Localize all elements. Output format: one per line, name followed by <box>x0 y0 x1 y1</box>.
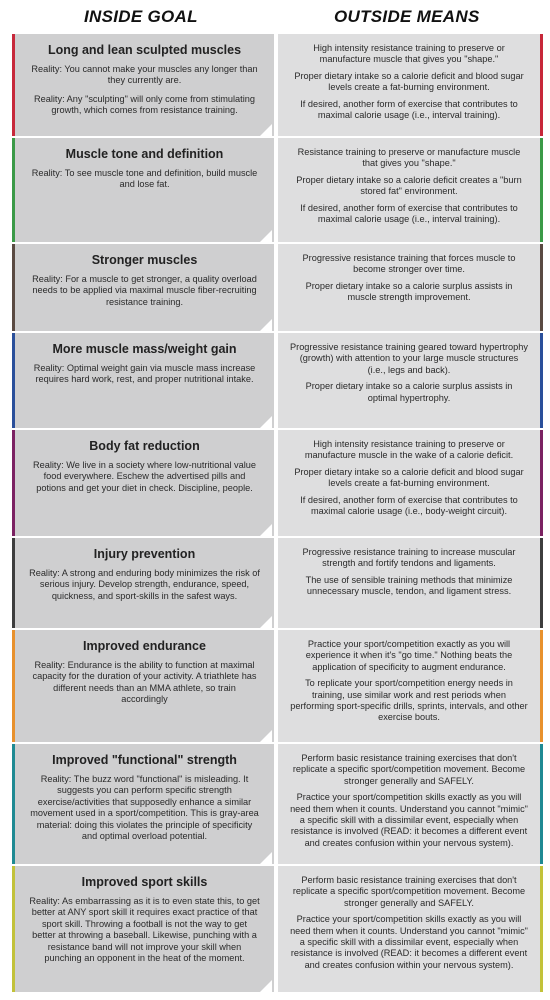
outside-means-cell <box>278 866 540 994</box>
goal-row <box>0 630 550 744</box>
means-list <box>278 138 540 225</box>
inside-goal-cell <box>15 744 274 866</box>
means-text: If desired, another form of exercise that contributes to maximal calorie usage (i.e., body-weight circuit). <box>300 494 518 517</box>
means-text: If desired, another form of exercise that contributes to maximal calorie usage (i.e., interval training). <box>300 202 518 225</box>
goal-row <box>0 866 550 994</box>
means-text: Practice your sport/competition skills exactly as you will need them when it counts. Understand you cannot "mimic" a specific skill with a dissimilar event, especially when resistance is involved (READ: it becomes a different event and creates confusion within your nervous system). <box>290 914 528 970</box>
corner-fold <box>260 124 272 136</box>
row-accent-right <box>540 630 543 744</box>
corner-fold <box>260 730 272 742</box>
inside-goal-cell <box>15 538 274 630</box>
means-text: Perform basic resistance training exercises that don't replicate a specific sport/competition movement. Become stronger generally and SAFELY. <box>292 753 526 786</box>
goal-title: Muscle tone and definition <box>65 147 224 161</box>
goal-row <box>0 138 550 244</box>
outside-means-cell <box>278 538 540 630</box>
row-accent-right <box>540 34 543 138</box>
reality-text: Reality: As embarrassing as it is to even state this, to get better at ANY sport skill it requires exact practice of that sport skill. Throwing a football is not the way to get better at throwing a baseball. Likewise, punching with a resistance band will not improve your skill when punching an opponent in the heat of the moment. <box>29 896 260 964</box>
outside-means-cell <box>278 138 540 244</box>
inside-goal-cell <box>15 244 274 333</box>
means-text: Progressive resistance training that forces muscle to become stronger over time. <box>302 253 516 275</box>
outside-means-cell <box>278 744 540 866</box>
corner-fold <box>260 319 272 331</box>
means-text: Proper dietary intake so a calorie deficit creates a "burn stored fat" environment. <box>296 174 522 197</box>
reality-text: Reality: A strong and enduring body minimizes the risk of serious injury. Develop strength, endurance, speed, quickness, and sport-skills in the safest ways. <box>29 568 260 601</box>
means-text: Proper dietary intake so a calorie surplus assists in muscle strength improvement. <box>305 280 513 303</box>
outside-means-cell <box>278 630 540 744</box>
outside-means-cell <box>278 34 540 138</box>
reality-text: Reality: We live in a society where low-nutritional value food everywhere. Eschew the advertised pills and potions and get your diet in check. Discipline, people. <box>33 460 256 493</box>
outside-means-cell <box>278 430 540 538</box>
reality-text: Reality: For a muscle to get stronger, a quality overload needs to be applied via maximal muscle fiber-recruiting resistance training. <box>32 274 257 307</box>
means-list <box>278 34 540 121</box>
row-accent-right <box>540 744 543 866</box>
means-text: Proper dietary intake so a calorie surplus assists in optimal hypertrophy. <box>305 381 513 403</box>
goal-reality <box>15 460 274 494</box>
means-list <box>278 333 540 404</box>
goal-title: Body fat reduction <box>89 439 200 453</box>
outside-means-header: OUTSIDE MEANS <box>334 7 480 26</box>
goal-reality <box>15 896 274 964</box>
goal-title: Improved "functional" strength <box>52 753 237 767</box>
goal-row <box>0 430 550 538</box>
means-list <box>278 744 540 849</box>
row-accent-right <box>540 538 543 630</box>
row-accent-right <box>540 430 543 538</box>
row-separator <box>12 992 543 994</box>
means-list <box>278 244 540 304</box>
means-text: Proper dietary intake so a calorie deficit and blood sugar levels create a fat-burning environment. <box>294 466 524 489</box>
outside-means-cell <box>278 244 540 333</box>
reality-text: Reality: Any "sculpting" will only come from stimulating growth, which comes from resistance training. <box>34 93 255 116</box>
means-text: The use of sensible training methods that minimize unnecessary muscle, tendon, and ligament stress. <box>305 574 513 597</box>
reality-text: Reality: Optimal weight gain via muscle mass increase requires hard work, rest, and proper nutritional intake. <box>33 363 256 385</box>
goal-reality <box>15 64 274 117</box>
reality-text: Reality: To see muscle tone and definition, build muscle and lose fat. <box>31 168 258 190</box>
row-accent-right <box>540 333 543 430</box>
corner-fold <box>260 524 272 536</box>
goal-row <box>0 538 550 630</box>
means-text: High intensity resistance training to preserve or manufacture muscle that gives you "shape." <box>313 43 505 65</box>
inside-goal-cell <box>15 34 274 138</box>
corner-fold <box>260 980 272 992</box>
means-text: Practice your sport/competition skills exactly as you will need them when it counts. Understand you cannot "mimic" a specific skill with a dissimilar event, especially when resistance is involved (READ: it becomes a different event and creates confusion within your nervous system). <box>290 792 528 848</box>
outside-means-cell <box>278 333 540 430</box>
goal-reality <box>15 274 274 308</box>
goal-reality <box>15 774 274 842</box>
means-text: Practice your sport/competition exactly as you will experience it when it's "go time." Nothing beats the application of specificity to augment endurance. <box>305 639 513 672</box>
corner-fold <box>260 416 272 428</box>
means-text: Progressive resistance training to increase muscular strength and fortify tendons and ligaments. <box>302 547 516 569</box>
reality-text: Reality: Endurance is the ability to function at maximal capacity for the duration of your activity. A triathlete has different needs than an MMA athlete, so train accordingly <box>32 660 257 705</box>
goal-row <box>0 244 550 333</box>
inside-goal-cell <box>15 138 274 244</box>
means-text: Proper dietary intake so a calorie deficit and blood sugar levels create a fat-burning environment. <box>294 70 524 93</box>
inside-goal-header: INSIDE GOAL <box>84 7 198 26</box>
means-list <box>278 538 540 598</box>
goal-reality <box>15 568 274 602</box>
goal-row <box>0 333 550 430</box>
means-text: High intensity resistance training to preserve or manufacture muscle in the wake of a calorie deficit. <box>304 439 514 461</box>
goal-reality <box>15 363 274 386</box>
goal-row <box>0 744 550 866</box>
inside-goal-cell <box>15 630 274 744</box>
goal-title: Stronger muscles <box>91 253 198 267</box>
row-accent-right <box>540 138 543 244</box>
means-text: Resistance training to preserve or manufacture muscle that gives you "shape." <box>297 147 521 169</box>
inside-goal-cell <box>15 866 274 994</box>
corner-fold <box>260 616 272 628</box>
corner-fold <box>260 230 272 242</box>
reality-text: Reality: The buzz word "functional" is misleading. It suggests you can perform specific strength exercise/activities that supposedly enhance a similar movement used in a sport/competition. This is gray-area material: doing this violates the principle of specificity and optimal overload potential. <box>30 774 259 842</box>
row-accent-right <box>540 244 543 333</box>
reality-text: Reality: You cannot make your muscles any longer than they currently are. <box>31 64 258 86</box>
means-list <box>278 430 540 517</box>
goal-row <box>0 34 550 138</box>
goal-reality <box>15 660 274 706</box>
goal-reality <box>15 168 274 191</box>
means-list <box>278 630 540 724</box>
means-text: If desired, another form of exercise that contributes to maximal calorie usage (i.e., interval training). <box>300 98 518 121</box>
row-accent-right <box>540 866 543 994</box>
goal-title: Improved endurance <box>83 639 206 653</box>
inside-goal-cell <box>15 430 274 538</box>
column-headers <box>0 0 550 34</box>
means-text: Perform basic resistance training exercises that don't replicate a specific sport/competition movement. Become stronger generally and SAFELY. <box>292 875 526 908</box>
corner-fold <box>260 852 272 864</box>
goal-title: Injury prevention <box>93 547 196 561</box>
inside-goal-cell <box>15 333 274 430</box>
goal-title: More muscle mass/weight gain <box>52 342 237 356</box>
goal-title: Improved sport skills <box>81 875 208 889</box>
means-text: Progressive resistance training geared toward hypertrophy (growth) with attention to your large muscle structures (i.e., legs and back). <box>290 342 528 375</box>
means-list <box>278 866 540 971</box>
goal-title: Long and lean sculpted muscles <box>47 43 242 57</box>
means-text: To replicate your sport/competition energy needs in training, use similar work and rest periods when performing sport-specific drills, sprints, intervals, and other exercise bouts. <box>290 678 528 723</box>
